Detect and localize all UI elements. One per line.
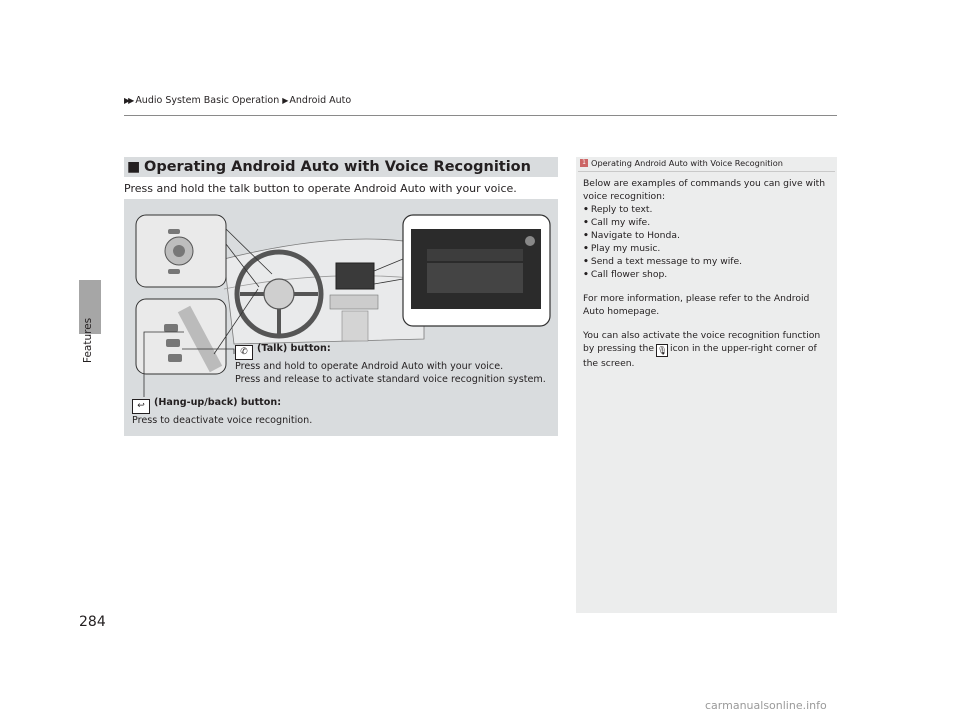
list-item: • Play my music. [583,242,833,255]
hangup-line-1: Press to deactivate voice recognition. [132,415,313,426]
note-intro: Below are examples of commands you can give with voice recognition: [583,178,826,202]
dashboard-illustration [124,199,558,436]
command-list [583,203,833,281]
section-heading [124,157,558,177]
talk-line-2: Press and release to activate standard voice recognition system. [235,374,546,385]
hangup-label: (Hang-up/back) button: [154,397,282,408]
note-voice-text [583,329,833,370]
section-intro: Press and hold the talk button to operate Android Auto with your voice. [124,182,517,195]
section-title: Operating Android Auto with Voice Recognition [144,159,531,175]
talk-line-1: Press and hold to operate Android Auto with your voice. [235,361,504,372]
list-item: • Call flower shop. [583,268,833,281]
list-item: • Navigate to Honda. [583,229,833,242]
page-number: 284 [79,614,106,630]
list-item: • Call my wife. [583,216,833,229]
note-divider [578,171,835,172]
breadcrumb-item[interactable]: Audio System Basic Operation [135,95,280,106]
talk-label: (Talk) button: [257,343,331,354]
arrow-icon: ▶ [282,96,287,105]
note-voice-part1: You can also activate the voice recognition function by pressing the [583,330,821,354]
list-item: • Reply to text. [583,203,833,216]
header-divider [124,115,837,116]
note-voice-part2: icon in the upper-right corner of the screen. [583,343,817,369]
talk-caption [235,342,546,386]
note-body [583,177,833,370]
square-bullet-icon: ■ [127,159,141,175]
hangup-button-icon: ↩ [132,399,150,414]
talk-button-icon: ✆ [235,345,253,360]
microphone-icon: 🎙 [657,346,668,355]
note-reference-icon: 1 [580,159,588,167]
note-title: Operating Android Auto with Voice Recognition [591,158,783,168]
breadcrumb [124,95,351,106]
breadcrumb-item[interactable]: Android Auto [289,95,352,106]
double-arrow-icon: ▶▶ [124,96,133,105]
watermark: carmanualsonline.info [705,699,827,712]
hangup-caption [132,396,312,427]
note-more-info: For more information, please refer to the Android Auto homepage. [583,293,810,317]
note-heading [580,158,783,168]
list-item: • Send a text message to my wife. [583,255,833,268]
chapter-label: Features [82,317,94,363]
